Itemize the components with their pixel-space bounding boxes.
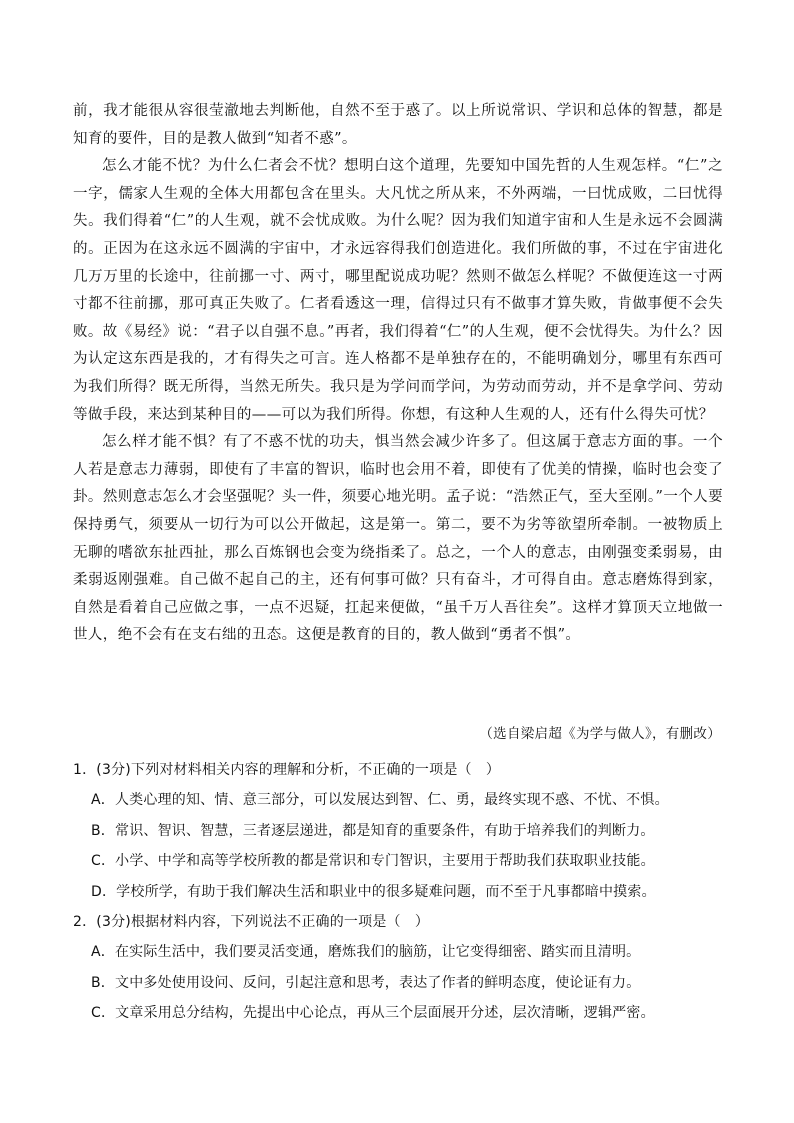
option-d: D．学校所学，有助于我们解决生活和职业中的很多疑难问题，而不至于凡事都暗中摸索。 [91, 883, 656, 900]
passage-paragraph-2: 怎么才能不忧？为什么仁者会不忧？想明白这个道理，先要知中国先哲的人生观怎样。“仁”之一字，儒家人生观的全体大用都包含在里头。大凡忧之所从来，不外两端，一曰忧成败，二曰忧得失。我们得着“仁”的人生观，就不会忧成败。为什么呢？因为我们知道宇宙和人生是永远不会圆满的。正因为在这永远不圆满的宇宙中，才永远容得我们创造进化。我们所做的事，不过在宇宙进化几万万里的长途中，往前挪一寸、两寸，哪里配说成功呢？然则不做怎么样呢？不做便连这一寸两寸都不往前挪，那可真正失败了。仁者看透这一理，信得过只有不做事才算失败，肯做事便不会失败。故《易经》说：“君子以自强不息。”再者，我们得着“仁”的人生观，便不会忧得失。为什么？因为认定这东西是我的，才有得失之可言。连人格都不是单独存在的，不能明确划分，哪里有东西可为我们所得？既无所得，当然无所失。我只是为学问而学问，为劳动而劳动，并不是拿学问、劳动等做手段，来达到某种目的——可以为我们所得。你想，有这种人生观的人，还有什么得失可忧？ [73, 158, 723, 423]
question-1 [73, 755, 733, 907]
option-a: A．人类心理的知、情、意三部分，可以发展达到智、仁、勇，最终实现不惑、不忧、不惧。 [91, 792, 669, 809]
option-b: B．文中多处使用设问、反问，引起注意和思考，表达了作者的鲜明态度，使论证有力。 [91, 974, 641, 991]
option-b: B．常识、智识、智慧，三者逐层递进，都是知育的重要条件，有助于培养我们的判断力。 [91, 822, 655, 839]
option-c: C．文章采用总分结构，先提出中心论点，再从三个层面展开分述，层次清晰，逻辑严密。 [91, 1005, 655, 1022]
passage-paragraph-3: 怎么样才能不惧？有了不惑不忧的功夫，惧当然会减少许多了。但这属于意志方面的事。一个人若是意志力薄弱，即使有了丰富的智识，临时也会用不着，即使有了优美的情操，临时也会变了卦。然则意志怎么才会坚强呢？头一件，须要心地光明。孟子说：“浩然正气，至大至刚。”一个人要保持勇气，须要从一切行为可以公开做起，这是第一。第二，要不为劣等欲望所牵制。一被物质上无聊的嗜欲东扯西扯，那么百炼钢也会变为绕指柔了。总之，一个人的意志，由刚强变柔弱易，由柔弱返刚强难。自己做不起自己的主，还有何事可做？只有奋斗，才可得自由。意志磨炼得到家，自然是看着自己应做之事，一点不迟疑，扛起来便做，“虽千万人吾往矣”。这样才算顶天立地做一世人，绝不会有在支右绌的丑态。这便是教育的目的，教人做到“勇者不惧”。 [73, 434, 723, 644]
question-2 [73, 907, 733, 1029]
passage-paragraph-1: 前，我才能很从容很莹澈地去判断他，自然不至于惑了。以上所说常识、学识和总体的智慧，都是知育的要件，目的是教人做到“知者不惑”。 [73, 103, 723, 147]
question-list [73, 755, 733, 1029]
passage-source: （选自梁启超《为学与做人》，有删改） [479, 726, 721, 742]
question-stem: 1．(3分)下列对材料相关内容的理解和分析，不正确的一项是（ ） [73, 762, 501, 778]
option-a: A．在实际生活中，我们要灵活变通，磨炼我们的脑筋，让它变得细密、踏实而且清明。 [91, 944, 641, 961]
question-stem: 2．(3分)根据材料内容，下列说法不正确的一项是（ ） [73, 914, 430, 931]
option-c: C．小学、中学和高等学校所教的都是常识和专门智识，主要用于帮助我们获取职业技能。 [91, 853, 655, 870]
reading-passage [73, 98, 723, 650]
